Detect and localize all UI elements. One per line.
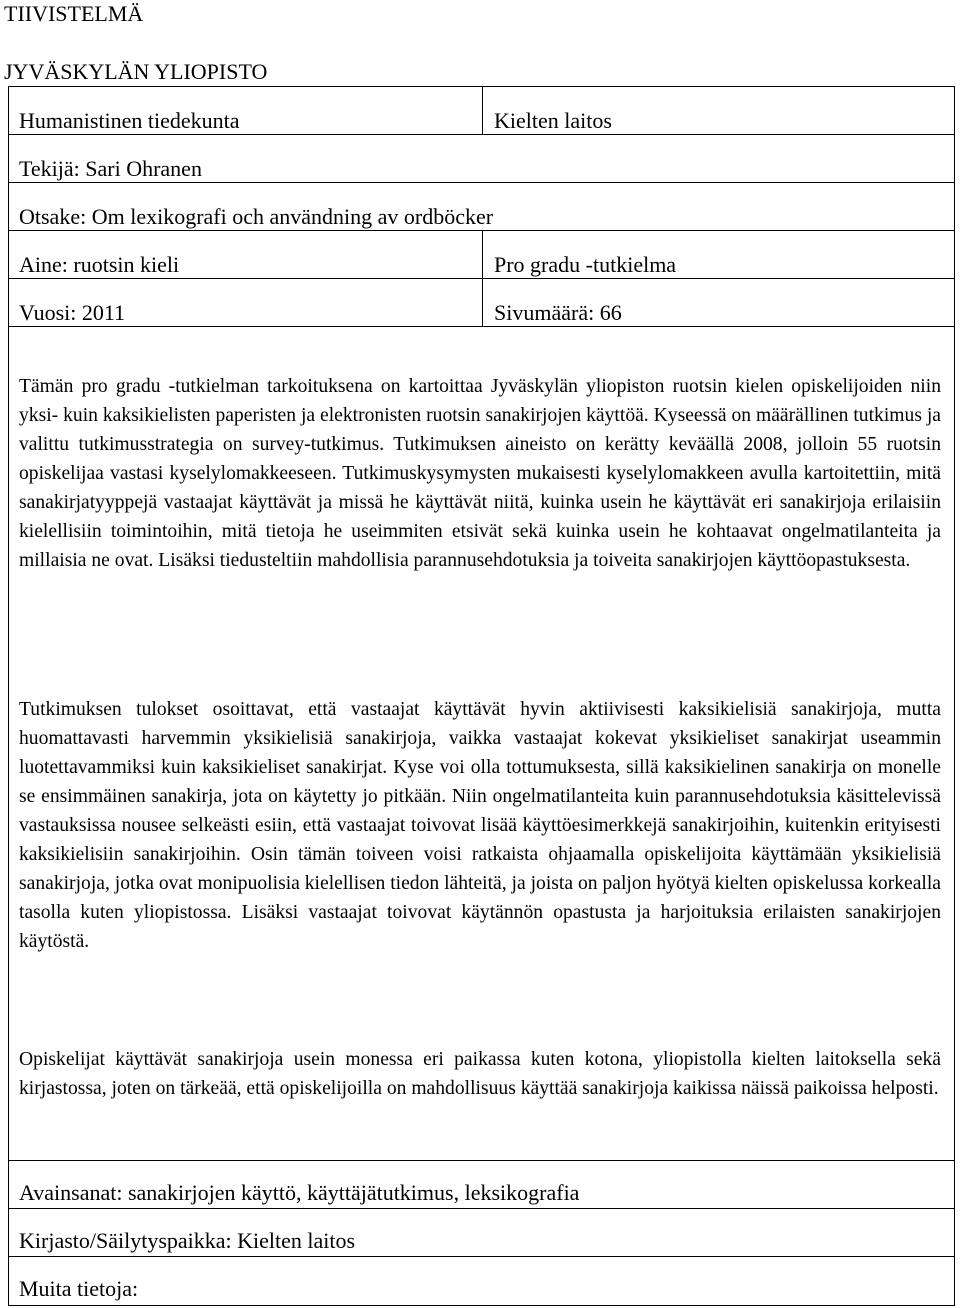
form-divider <box>9 134 954 135</box>
form-divider <box>9 326 954 327</box>
form-divider <box>9 1160 954 1161</box>
library-field: Kirjasto/Säilytyspaikka: Kielten laitos <box>19 1228 356 1253</box>
subject-field: Aine: ruotsin kieli <box>19 252 180 277</box>
faculty-field: Humanistinen tiedekunta <box>19 108 240 133</box>
abstract-paragraph: Tämän pro gradu -tutkielman tarkoituksena on kartoittaa Jyväskylän yliopiston ruotsin kielen opiskelijoiden niin yksi- kuin kaksikielisten paperisten ja elektronisten ruotsin sanakirjojen käyttöä. Kyseessä on määrällinen tutkimus ja valittu tutkimusstrategia on survey-tutkimus. Tutkimuksen aineisto on kerätty keväällä 2008, jolloin 55 ruotsin opiskelijaa vastasi kyselylomakkeeseen. Tutkimuskysymysten mukaisesti kyselylomakkeen avulla kartoitettiin, mitä sanakirjatyyppejä vastaajat käyttävät ja missä he käyttävät niitä, kuinka usein he käyttävät eri sanakirjoja erilaisiin kielellisiin toimintoihin, mitä tietoja he useimmiten etsivät sekä kuinka usein he kohtaavat ongelmatilanteita ja millaisia ne ovat. Lisäksi tiedusteltiin mahdollisia parannusehdotuksia ja toiveita sanakirjojen käyttöopastuksesta. <box>19 376 941 571</box>
author-field: Tekijä: Sari Ohranen <box>19 156 202 181</box>
abstract-form <box>8 86 955 1306</box>
form-column-divider <box>482 87 483 134</box>
abstract-paragraph: Opiskelijat käyttävät sanakirjoja usein monessa eri paikassa kuten kotona, yliopistolla kielten laitoksella sekä kirjastossa, joten on tärkeää, että opiskelijoilla on mahdollisuus käyttää sanakirjoja kaikissa näissä paikoissa helposti. <box>19 1049 941 1099</box>
form-divider <box>9 182 954 183</box>
form-divider <box>9 1256 954 1257</box>
department-field: Kielten laitos <box>494 108 612 133</box>
page-count-field: Sivumäärä: 66 <box>494 300 622 325</box>
university-name: JYVÄSKYLÄN YLIOPISTO <box>4 59 268 84</box>
year-field: Vuosi: 2011 <box>19 300 126 325</box>
keywords-field: Avainsanat: sanakirjojen käyttö, käyttäjätutkimus, leksikografia <box>19 1180 580 1205</box>
form-divider <box>9 1208 954 1209</box>
work-type-field: Pro gradu -tutkielma <box>494 252 677 277</box>
document-title: TIIVISTELMÄ <box>4 1 144 26</box>
form-column-divider <box>482 230 483 326</box>
abstract-paragraph: Tutkimuksen tulokset osoittavat, että vastaajat käyttävät hyvin aktiivisesti kaksikielisiä sanakirjoja, mutta huomattavasti harvemmin yksikielisiä sanakirjoja, vaikka vastaajat kokevat yksikieliset sanakirjat useammin luotettavammiksi kuin kaksikieliset sanakirjat. Kyse voi olla tottumuksesta, sillä kaksikielinen sanakirja on monelle se ensimmäinen sanakirja, jota on käytetty jo pitkään. Niin ongelmatilanteita kuin parannusehdotuksia käsittelevissä vastauksissa nousee selkeästi esiin, että vastaajat toivovat lisää käyttöesimerkkejä sanakirjoihin, kuitenkin erityisesti kaksikielisiin sanakirjoihin. Osin tämän toiveen voisi ratkaista ohjaamalla opiskelijoita käyttämään yksikielisiä sanakirjoja, jotka ovat monipuolisia kielellisen tiedon lähteitä, ja joista on paljon hyötyä kielten opiskelussa korkealla tasolla kuten yliopistossa. Lisäksi vastaajat toivovat käytännön opastusta ja harjoituksia erilaisten sanakirjojen käytöstä. <box>19 699 941 952</box>
work-title-field: Otsake: Om lexikografi och användning av ordböcker <box>19 204 494 229</box>
other-info-field: Muita tietoja: <box>19 1276 139 1301</box>
